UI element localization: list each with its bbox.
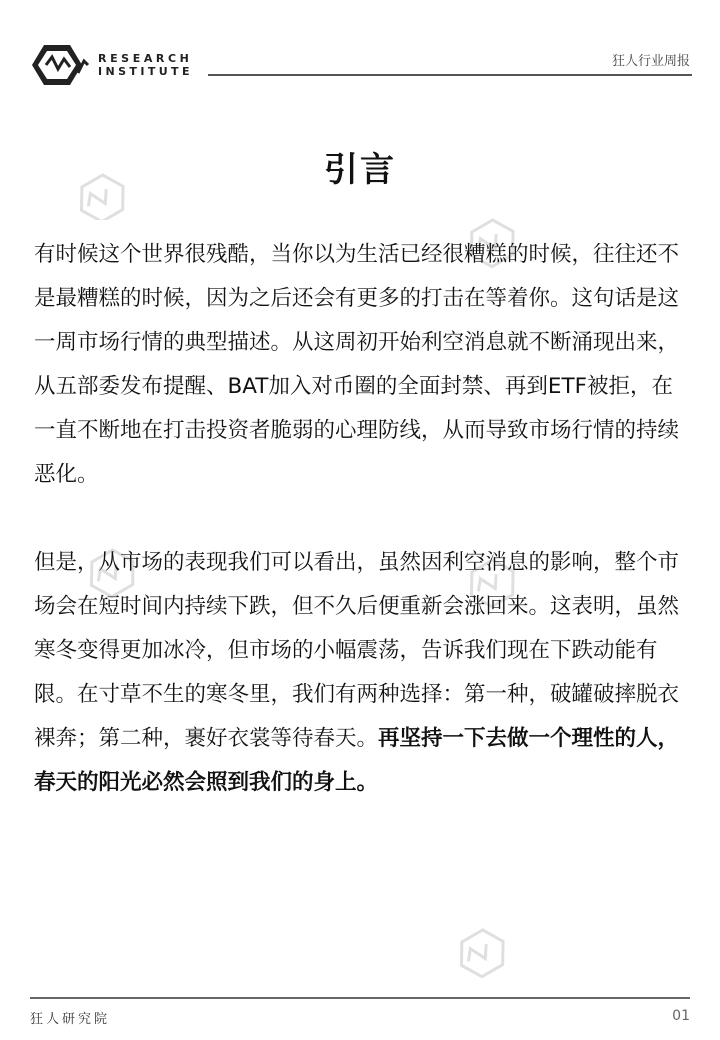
- paragraph-2-text: 但是，从市场的表现我们可以看出，虽然因利空消息的影响，整个市场会在短时间内持续下跌，但不久后便重新会涨回来。这表明，虽然寒冬变得更加冰冷，但市场的小幅震荡，告诉我们现在下跌动能有限。在寸草不生的寒冬里，我们有两种选择：第一种，破罐破摔脱衣裸奔；第二种，裹好衣裳等待春天。: [34, 550, 680, 751]
- logo-line-1: RESEARCH: [98, 52, 193, 65]
- paragraph-2-emphasis: 再坚持一下去做一个理性的人，春天的阳光必然会照到我们的身上。: [34, 726, 680, 795]
- hexagon-logo-icon: [30, 43, 90, 87]
- paragraph-2: [34, 541, 694, 805]
- header-divider: [208, 74, 692, 76]
- logo-line-2: INSTITUTE: [98, 65, 193, 78]
- page-title: 引言: [324, 150, 396, 190]
- page-header: [0, 0, 720, 90]
- article-body: [34, 233, 694, 849]
- watermark-logo-icon: [430, 860, 630, 980]
- paragraph-1: 有时候这个世界很残酷，当你以为生活已经很糟糕的时候，往往还不是最糟糕的时候，因为之后还会有更多的打击在等着你。这句话是这一周市场行情的典型描述。从这周初开始利空消息就不断涌现出来，从五部委发布提醒、BAT加入对币圈的全面封禁、再到ETF被拒，在一直不断地在打击投资者脆弱的心理防线，从而导致市场行情的持续恶化。: [34, 242, 680, 487]
- page-number: 01: [672, 1008, 690, 1024]
- footer-org-name: 狂人研究院: [30, 1012, 111, 1027]
- footer-divider: [30, 997, 690, 999]
- logo-wordmark: [98, 52, 193, 78]
- report-name: 狂人行业周报: [611, 54, 690, 69]
